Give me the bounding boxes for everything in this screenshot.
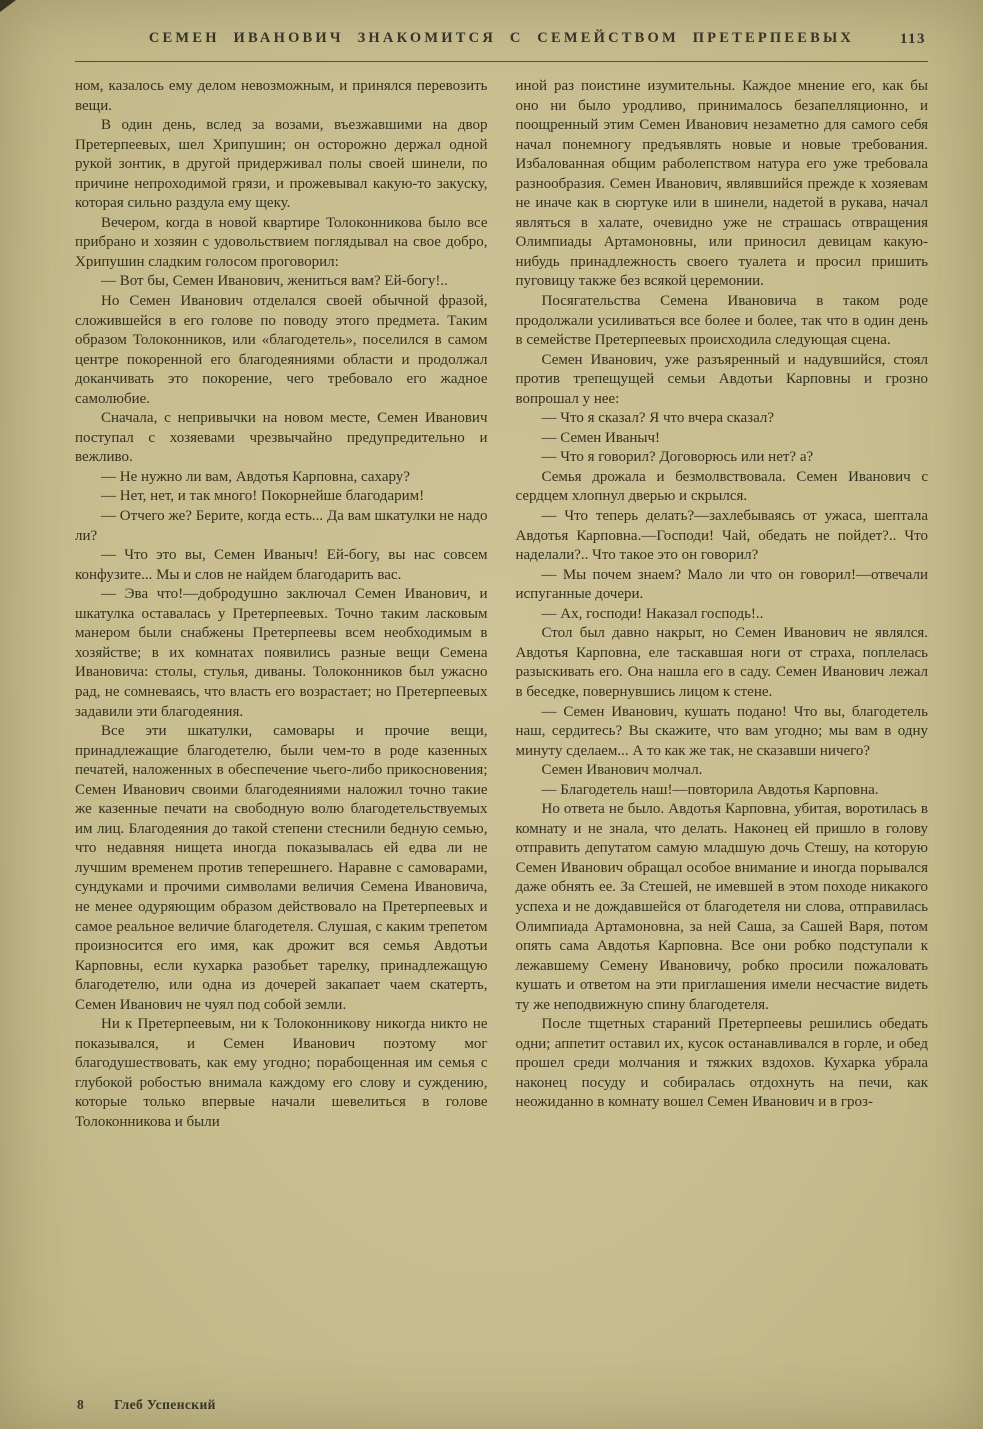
paragraph: — Вот бы, Семен Иванович, жениться вам? Ей-богу!.. [101, 273, 448, 290]
header-rule [75, 61, 928, 62]
paragraph: Посягательства Семена Ивановича в таком роде продолжали усиливаться все более и более, так что в один день в семействе Претерпеевых происходила следующая сцена. [515, 293, 928, 349]
paragraph: Семен Иванович молчал. [541, 762, 703, 779]
paragraph: Стол был давно накрыт, но Семен Иванович не являлся. Авдотья Карповна, еле таскавшая ноги от страха, поплелась разыскивать его. Она нашла его в саду. Семен Иванович лежал в беседке, повернувшись лицом к стене. [515, 625, 928, 700]
paragraph: Но Семен Иванович отделался своей обычной фразой, сложившейся в его голове по поводу этого предмета. Таким образом Толоконников, или «благодетель», поселился в самом центре покоренной его благодеяниями области и продолжал доканчивать это покорение, чего требовало его жадное самолюбие. [75, 293, 488, 407]
paragraph: — Семен Иванович, кушать подано! Что вы, благодетель наш, сердитесь? Вы скажите, что вам угодно; мы вам в одну минуту сделаем... А то как же так, не сказавши ничего? [515, 703, 928, 759]
paragraph: В один день, вслед за возами, въезжавшими на двор Претерпеевых, шел Хрипушин; он осторожно держал одной рукой зонтик, в другой придерживал полы своей шинели, по причине непроходимой грязи, и прожевывал какую-то закуску, которая сильно раздула ему щеку. [75, 117, 488, 212]
paragraph: — Отчего же? Берите, когда есть... Да вам шкатулки не надо ли? [75, 508, 488, 544]
right-column [516, 77, 929, 1133]
paragraph: — Семен Иваныч! [541, 429, 661, 446]
paragraph: Ни к Претерпеевым, ни к Толоконникову никогда никто не показывался, и Семен Иванович поэтому мог благодушествовать, как ему угодно; порабощенная им семья с глубокой робостью внимала каждому его слову и суждению, которые только впервые начали шевелиться в голове Толоконникова и были [75, 1016, 488, 1130]
paragraph: Все эти шкатулки, самовары и прочие вещи, принадлежащие благодетелю, были чем-то в роде казенных печатей, наложенных в обеспечение чьего-либо прикосновения; Семен Иванович своими благодеяниями наложил точно такие же казенные печати на свободную волю благодетельствуемых им лиц. Благодеяния до такой степени стеснили бедную семью, что недавняя нищета иногда показывалась ей едва ли не лучшим временем против теперешнего. Наравне с самоварами, сундуками и прочими символами величия Семена Ивановича, не менее одуряющим образом действовало на Претерпеевых и самое реальное величие благодетеля. Слушая, с каким трепетом произносится его имя, как дрожит вся семья Авдотьи Карповны, если кухарка разобьет тарелку, принадлежащую благодетелю, или одна из дочерей закапает чаем скатерть, Семен Иванович не чуял под собой земли. [75, 723, 488, 1013]
left-column [75, 77, 488, 1133]
paragraph: После тщетных стараний Претерпеевы решились обедать одни; аппетит оставил их, кусок останавливался в горле, и обед прошел среди молчания и тяжких вздохов. Кухарка убрала наконец посуду и собиралась отдохнуть на печи, как неожиданно в комнату вошел Семен Иванович и в гроз- [515, 1016, 928, 1111]
paragraph: иной раз поистине изумительны. Каждое мнение его, как бы оно ни было уродливо, принималось безапелляционно, и поощренный этим Семен Иванович незаметно для самого себя начал понемногу предъявлять новые и новые требования. Избалованная общим раболепством натура его уже требовала разнообразия. Семен Иванович, являвшийся прежде к хозяевам не иначе как в сюртуке или в шинели, надетой в рукава, начал являться в халате, очевидно уже не страшась отвращения Олимпиады Артамоновны, или приносил девицам какую-нибудь принадлежность своего туалета и просил пришить пуговицу также без всякой церемонии. [515, 78, 928, 290]
page-header [75, 30, 928, 54]
page-number: 113 [899, 31, 926, 47]
paragraph: Вечером, когда в новой квартире Толоконникова было все прибрано и хозяин с удовольствием поглядывал на свое добро, Хрипушин сладким голосом проговорил: [75, 214, 488, 270]
paragraph: — Не нужно ли вам, Авдотья Карповна, сахару? [101, 468, 410, 485]
paragraph: — Что теперь делать?—захлебываясь от ужаса, шептала Авдотья Карповна.—Господи! Чай, обедать не пойдет?.. Что наделали?.. Что такое это он говорил? [515, 508, 928, 564]
paragraph: — Эва что!—добродушно заключал Семен Иванович, и шкатулка оставалась у Претерпеевых. Точно таким ласковым манером были снабжены Претерпеевы всем необходимым в хозяйстве; в их комнатах появились разные вещи Семена Ивановича: столы, стулья, диваны. Толоконников был ужасно рад, не сомневаясь, что власть его возрастает; но Претерпеевых задавили эти благодеяния. [75, 586, 488, 720]
paragraph: Семен Иванович, уже разъяренный и надувшийся, стоял против трепещущей семьи Авдотьи Карповны и грозно вопрошал у нее: [515, 351, 928, 407]
paragraph: — Благодетель наш!—повторила Авдотья Карповна. [541, 781, 879, 798]
paragraph: — Что я говорил? Договорюсь или нет? а? [541, 449, 814, 466]
paragraph: ном, казалось ему делом невозможным, и принялся перевозить вещи. [75, 78, 488, 114]
signature-number: 8 [77, 1397, 85, 1412]
paragraph: Но ответа не было. Авдотья Карповна, убитая, воротилась в комнату и не знала, что делать. Наконец ей пришло в голову отправить депутатом самую младшую дочь Стешу, на которую Семен Иванович обращал особое внимание и иногда порывался даже обнять ее. За Стешей, не имевшей в этом походе никакого успеха и не дождавшейся от благодетеля ни слова, отправилась Олимпиада Артамоновна, за ней Саша, за Сашей Варя, потом опять сама Авдотья Карповна. Все они робко подступали к лежавшему Семену Ивановичу, робко просили пожаловать кушать и ответом на эти приглашения имели несчастие видеть ту же неподвижную спину благодетеля. [515, 801, 928, 1013]
paragraph: — Что это вы, Семен Иваныч! Ей-богу, вы нас совсем конфузите... Мы и слов не найдем благодарить вас. [75, 547, 488, 583]
running-title: СЕМЕН ИВАНОВИЧ ЗНАКОМИТСЯ С СЕМЕЙСТВОМ ПРЕТЕРПЕЕВЫХ [148, 30, 855, 46]
paragraph: — Мы почем знаем? Мало ли что он говорил!—отвечали испуганные дочери. [515, 566, 928, 603]
text-columns [75, 77, 928, 1133]
paragraph: — Нет, нет, и так много! Покорнейше благодарим! [101, 488, 425, 505]
paragraph: — Что я сказал? Я что вчера сказал? [541, 410, 774, 427]
paragraph: Сначала, с непривычки на новом месте, Семен Иванович поступал с хозяевами чрезвычайно предупредительно и вежливо. [75, 410, 488, 466]
paragraph: — Ах, господи! Наказал господь!.. [541, 605, 764, 622]
page-footer [77, 1397, 216, 1413]
author-name: Глеб Успенский [114, 1397, 216, 1412]
paragraph: Семья дрожала и безмолвствовала. Семен Иванович с сердцем хлопнул дверью и скрылся. [515, 468, 928, 505]
